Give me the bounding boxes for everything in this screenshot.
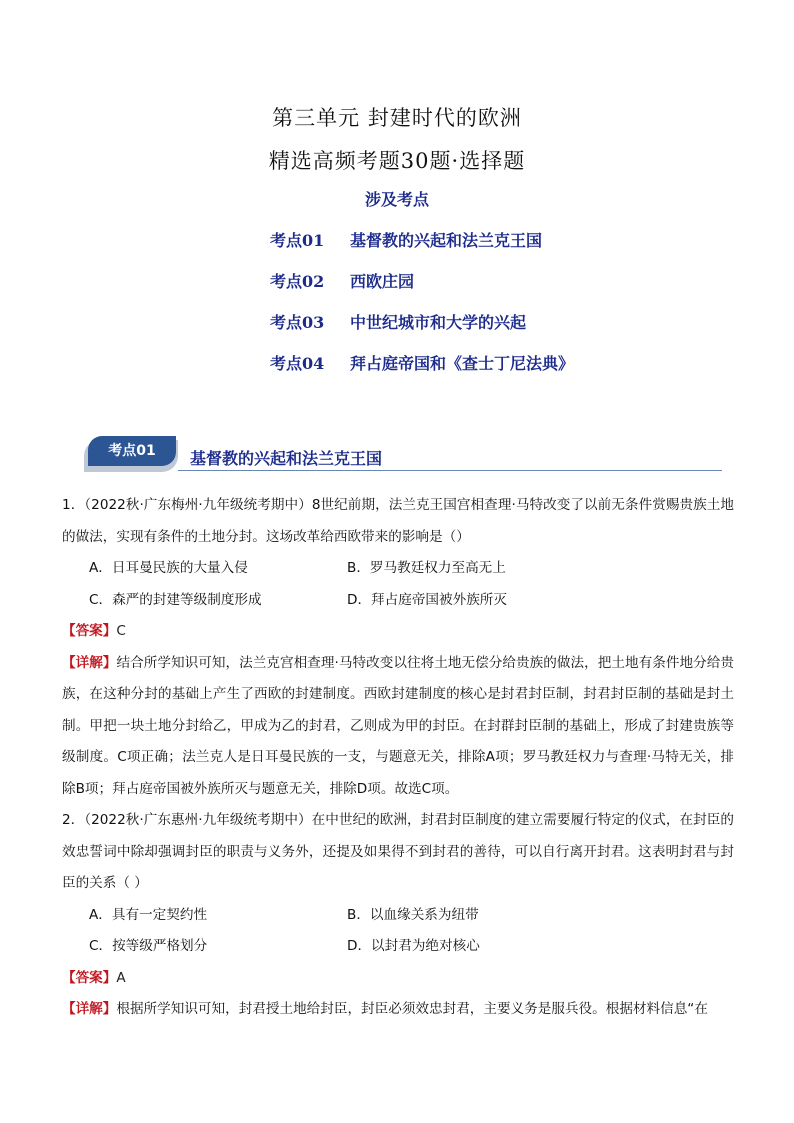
option-a: A．具有一定契约性	[89, 906, 208, 923]
knowledge-point-name: 拜占庭帝国和《查士丁尼法典》	[350, 354, 575, 373]
option-d: D．以封君为绝对核心	[347, 938, 480, 954]
option-c: C．森严的封建等级制度形成	[89, 591, 262, 608]
option-list	[62, 553, 734, 616]
section-title: 基督教的兴起和法兰克王国	[190, 449, 383, 468]
answer-value: A	[116, 969, 126, 986]
option-list	[62, 900, 734, 963]
detail-label: 【详解】	[62, 1001, 117, 1017]
option-b: B．以血缘关系为纽带	[347, 906, 479, 923]
knowledge-point-name: 中世纪城市和大学的兴起	[350, 313, 527, 332]
involve-heading: 涉及考点	[364, 190, 429, 209]
section-underline	[178, 470, 722, 471]
question-block	[62, 805, 734, 1026]
knowledge-point-code: 考点03	[270, 313, 325, 332]
detail-paragraph	[62, 994, 734, 1026]
option-c: C．按等级严格划分	[89, 938, 208, 954]
knowledge-point-item	[270, 269, 574, 310]
question-stem: 1．（2022秋·广东梅州·九年级统考期中）8世纪前期，法兰克王国宫相查理·马特改变了以前无条件赏赐贵族土地的做法，实现有条件的土地分封。这场改革给西欧带来的影响是（）	[62, 497, 734, 545]
knowledge-point-item	[270, 310, 574, 351]
question-block	[62, 490, 734, 805]
knowledge-point-code: 考点02	[270, 272, 325, 291]
knowledge-point-code: 考点04	[270, 354, 325, 373]
detail-paragraph	[62, 648, 734, 806]
knowledge-point-name: 基督教的兴起和法兰克王国	[350, 231, 543, 250]
question-stem: 2．（2022秋·广东惠州·九年级统考期中）在中世纪的欧洲，封君封臣制度的建立需要履行特定的仪式，在封臣的效忠誓词中除却强调封臣的职责与义务外，还提及如果得不到封君的善待，可以自行离开封君。这表明封君与封臣的关系（ ）	[62, 812, 734, 891]
knowledge-point-list	[270, 228, 574, 392]
answer-label: 【答案】	[62, 623, 117, 639]
option-d: D．拜占庭帝国被外族所灭	[347, 591, 507, 608]
subtitle: 精选高频考题30题·选择题	[268, 149, 526, 173]
option-b: B．罗马教廷权力至高无上	[347, 560, 506, 576]
question-content	[62, 490, 734, 1026]
section-header	[82, 434, 722, 476]
section-badge: 考点01	[88, 436, 176, 466]
answer-value: C	[116, 623, 126, 639]
knowledge-point-code: 考点01	[270, 231, 325, 250]
detail-label: 【详解】	[62, 654, 117, 671]
answer-label: 【答案】	[62, 969, 117, 986]
knowledge-point-name: 西欧庄园	[350, 272, 415, 291]
detail-text: 结合所学知识可知，法兰克宫相查理·马特改变以往将土地无偿分给贵族的做法，把土地有条件地分给贵族，在这种分封的基础上产生了西欧的封建制度。西欧封建制度的核心是封君封臣制，封君封臣制的基础是封土制。甲把一块土地分封给乙，甲成为乙的封君，乙则成为甲的封臣。在封群封臣制的基础上，形成了封建贵族等级制度。C项正确；法兰克人是日耳曼民族的一支，与题意无关，排除A项；罗马教廷权力与查理·马特无关，排除B项；拜占庭帝国被外族所灭与题意无关，排除D项。故选C项。	[62, 654, 735, 797]
option-a: A．日耳曼民族的大量入侵	[89, 560, 248, 576]
detail-text: 根据所学知识可知，封君授土地给封臣，封臣必须效忠封君，主要义务是服兵役。根据材料信息“在	[116, 1001, 708, 1017]
knowledge-point-item	[270, 351, 574, 392]
unit-title: 第三单元 封建时代的欧洲	[272, 106, 522, 130]
answer-line	[62, 616, 734, 648]
knowledge-point-item	[270, 228, 574, 269]
answer-line	[62, 963, 734, 995]
